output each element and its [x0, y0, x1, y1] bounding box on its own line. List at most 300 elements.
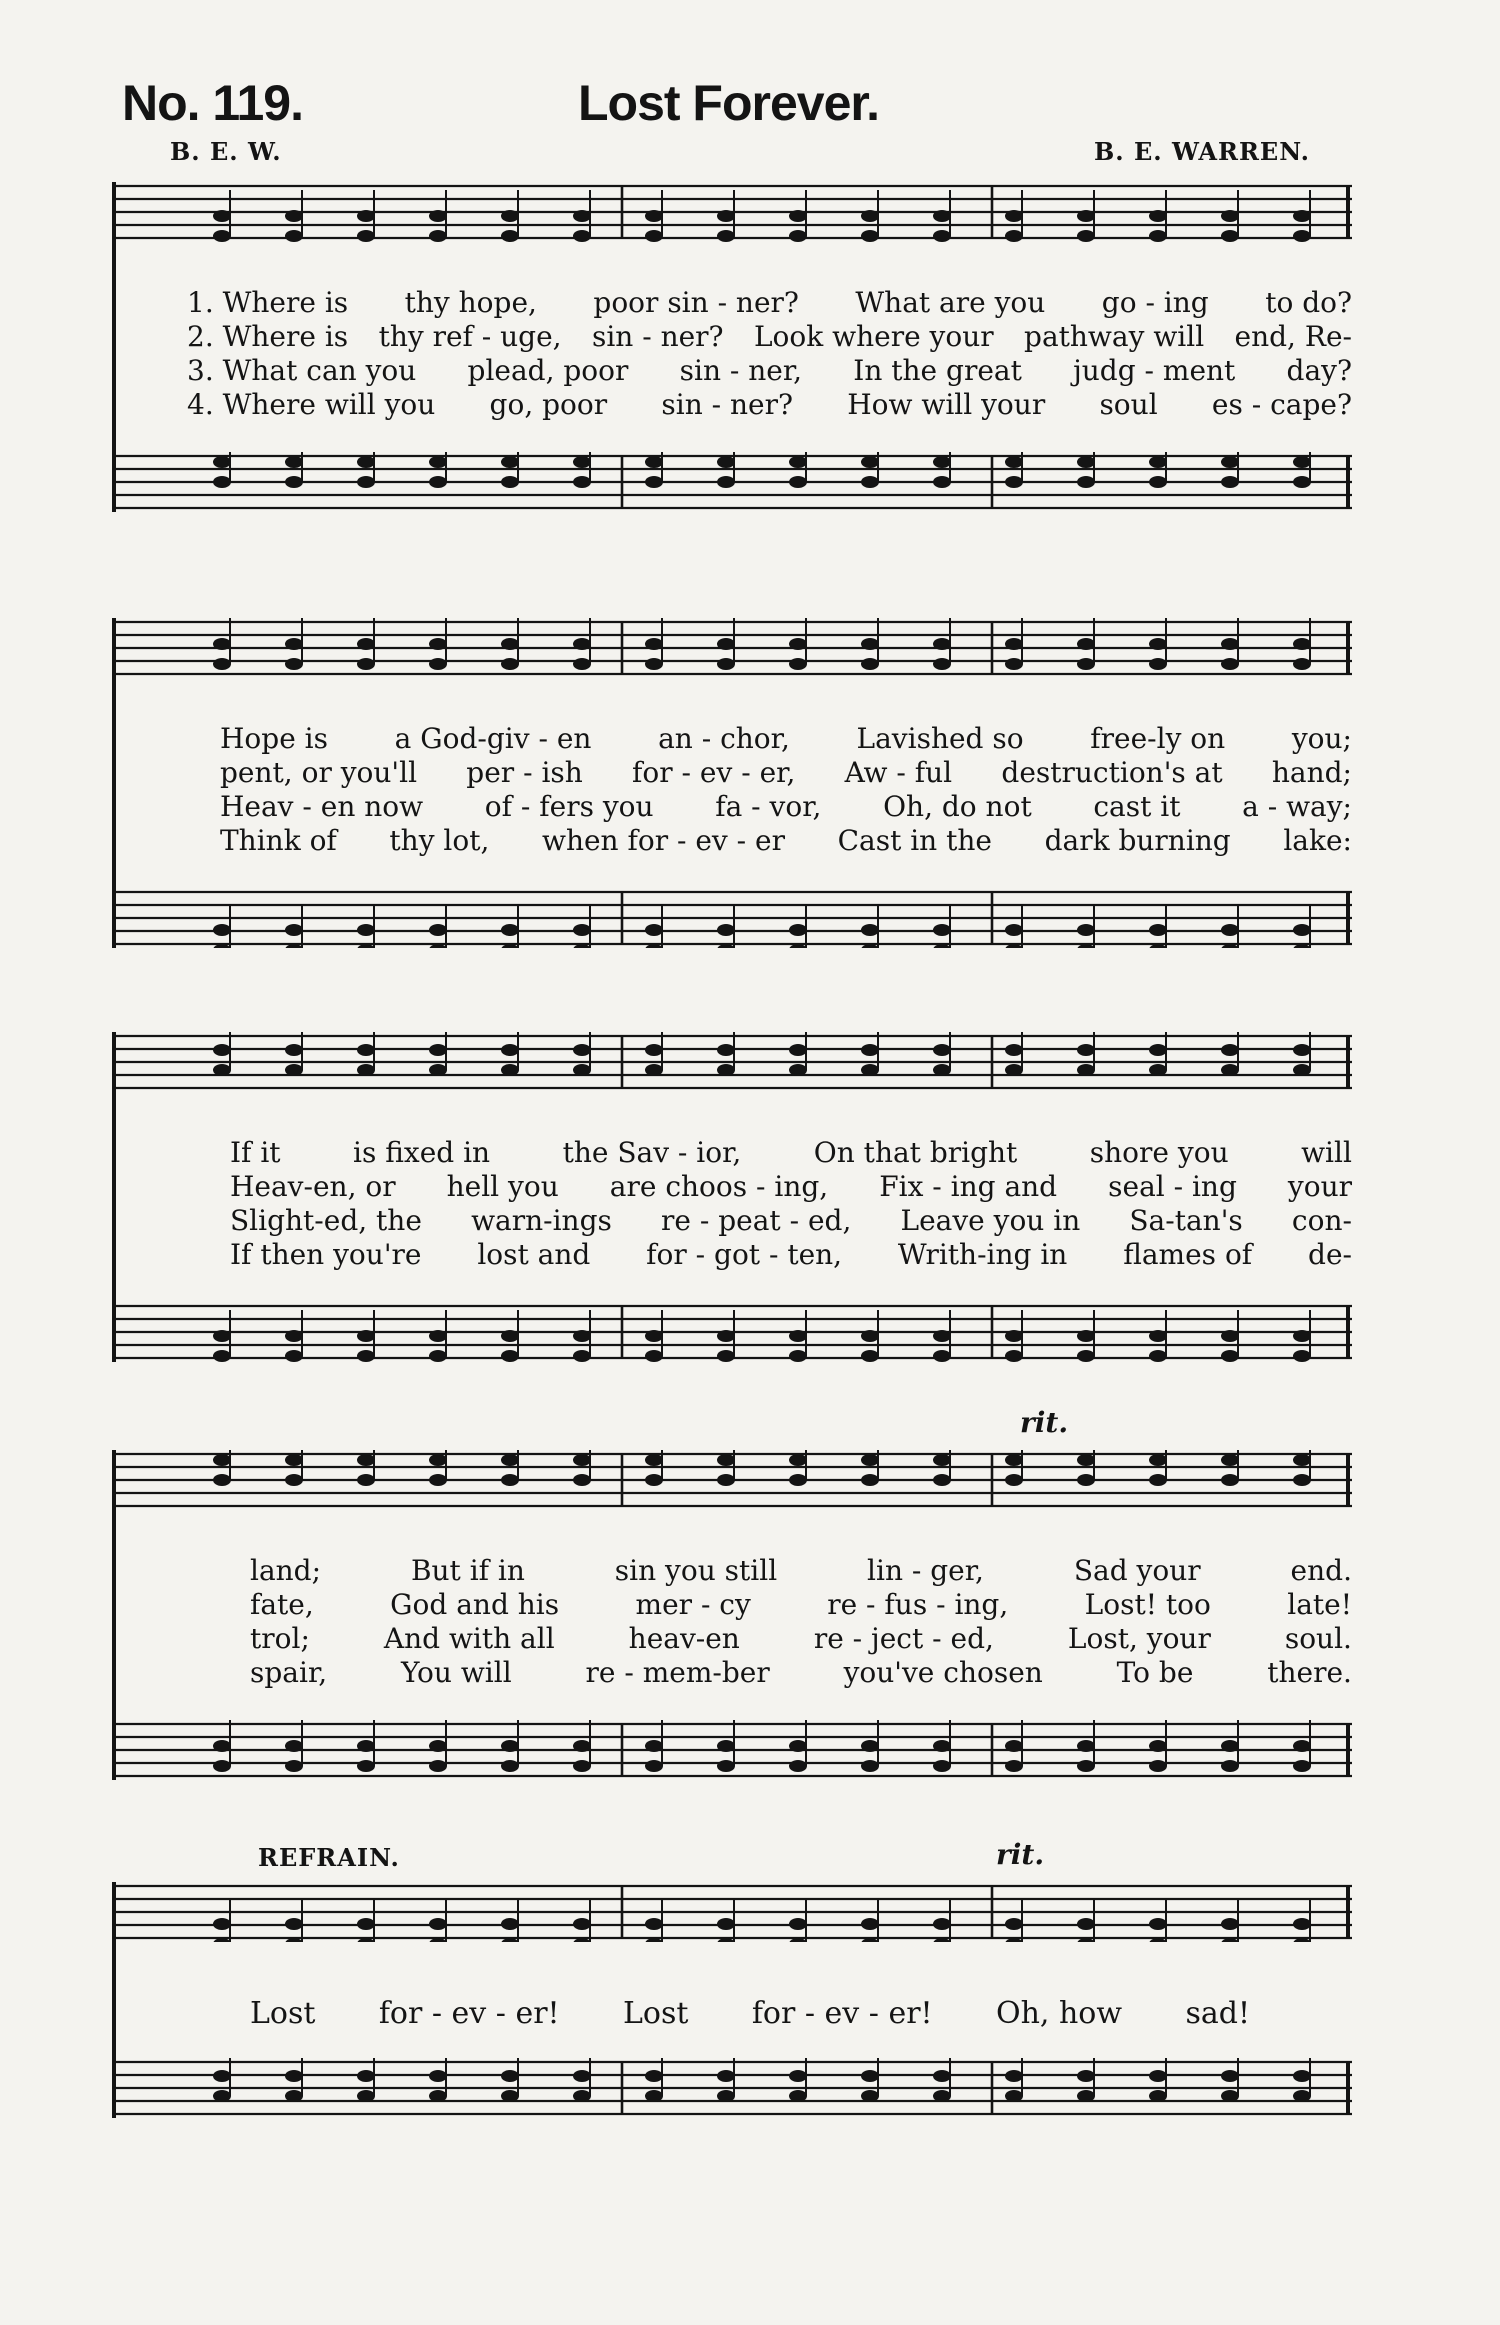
notehead [213, 1330, 231, 1342]
notehead [1293, 1760, 1311, 1772]
notehead [861, 658, 879, 670]
lyric-line-verse-4: spair, You will re - mem-ber you've chosen To be there. [250, 1656, 1352, 1689]
notehead [1221, 1350, 1239, 1362]
notehead [357, 2090, 375, 2102]
notehead [1293, 924, 1311, 936]
notehead [285, 1350, 303, 1362]
notehead [357, 1350, 375, 1362]
notehead [1005, 2070, 1023, 2082]
notehead [1293, 1064, 1311, 1076]
notehead [717, 1350, 735, 1362]
treble-staff [112, 1450, 1352, 1510]
notehead [501, 210, 519, 222]
notehead [573, 1918, 591, 1930]
notehead [573, 1740, 591, 1752]
notehead [861, 1740, 879, 1752]
notehead [213, 1454, 231, 1466]
notehead [285, 476, 303, 488]
notehead [429, 1350, 447, 1362]
notehead [1005, 456, 1023, 468]
music-system-1 [112, 182, 1352, 522]
notehead [717, 658, 735, 670]
notehead [933, 924, 951, 936]
notehead [357, 1918, 375, 1930]
notehead [573, 1350, 591, 1362]
notehead [213, 1918, 231, 1930]
notehead [429, 1044, 447, 1056]
notehead [573, 924, 591, 936]
notehead [1005, 230, 1023, 242]
notehead [213, 1740, 231, 1752]
notehead [1077, 1044, 1095, 1056]
notehead [933, 1760, 951, 1772]
notehead [285, 1740, 303, 1752]
notehead [213, 2070, 231, 2082]
notehead [861, 476, 879, 488]
notehead [1149, 924, 1167, 936]
notehead [1005, 638, 1023, 650]
notehead [1221, 230, 1239, 242]
notehead [861, 1350, 879, 1362]
notehead [1149, 456, 1167, 468]
notehead [861, 1044, 879, 1056]
notehead [573, 2070, 591, 2082]
notehead [1293, 1918, 1311, 1930]
notehead [645, 1454, 663, 1466]
notehead [1005, 1044, 1023, 1056]
notehead [1293, 210, 1311, 222]
notehead [933, 1454, 951, 1466]
bass-staff [112, 1302, 1352, 1362]
notehead [789, 456, 807, 468]
notehead [1005, 1918, 1023, 1930]
notehead [357, 1740, 375, 1752]
notehead [789, 924, 807, 936]
notehead [789, 1740, 807, 1752]
notehead [357, 2070, 375, 2082]
notehead [501, 1740, 519, 1752]
notehead [573, 658, 591, 670]
notehead [1149, 1330, 1167, 1342]
notehead [357, 1760, 375, 1772]
notehead [573, 210, 591, 222]
bass-staff [112, 452, 1352, 512]
notehead [861, 230, 879, 242]
notehead [1221, 1330, 1239, 1342]
treble-staff [112, 1032, 1352, 1092]
notehead [861, 1454, 879, 1466]
notehead [357, 476, 375, 488]
notehead [213, 638, 231, 650]
notehead [501, 658, 519, 670]
notehead [501, 1474, 519, 1486]
notehead [285, 2090, 303, 2102]
notehead [573, 1760, 591, 1772]
notehead [501, 638, 519, 650]
treble-staff [112, 1882, 1352, 1942]
notehead [933, 658, 951, 670]
notehead [1077, 1474, 1095, 1486]
notehead [717, 456, 735, 468]
notehead [1149, 1064, 1167, 1076]
notehead [1077, 1740, 1095, 1752]
notehead [213, 924, 231, 936]
music-system-2 [112, 618, 1352, 958]
notehead [1005, 1740, 1023, 1752]
notehead [933, 2070, 951, 2082]
notehead [573, 456, 591, 468]
notehead [645, 1474, 663, 1486]
bass-staff [112, 2058, 1352, 2118]
notehead [1149, 230, 1167, 242]
notehead [501, 2090, 519, 2102]
lyric-line-verse-4: 4. Where will you go, poor sin - ner? How will your soul es - cape? [187, 388, 1352, 421]
notehead [933, 1918, 951, 1930]
notehead [1221, 456, 1239, 468]
notehead [933, 456, 951, 468]
notehead [573, 230, 591, 242]
notehead [501, 1064, 519, 1076]
notehead [501, 230, 519, 242]
refrain-lyric-line: Lost for - ev - er! Lost for - ev - er! Oh, how sad! [250, 1996, 1250, 2031]
notehead [717, 1740, 735, 1752]
notehead [861, 1760, 879, 1772]
notehead [717, 230, 735, 242]
lyric-line-verse-2: Heav-en, or hell you are choos - ing, Fix - ing and seal - ing your [230, 1170, 1352, 1203]
notehead [1221, 1740, 1239, 1752]
notehead [717, 2090, 735, 2102]
notehead [357, 658, 375, 670]
notehead [573, 476, 591, 488]
notehead [789, 2090, 807, 2102]
notehead [429, 924, 447, 936]
notehead [1005, 658, 1023, 670]
lyric-line-verse-2: pent, or you'll per - ish for - ev - er, Aw - ful destruction's at hand; [220, 756, 1352, 789]
notehead [501, 1350, 519, 1362]
lyric-line-verse-3: Slight-ed, the warn-ings re - peat - ed, Leave you in Sa-tan's con- [230, 1204, 1352, 1237]
notehead [861, 210, 879, 222]
notehead [1077, 476, 1095, 488]
notehead [285, 230, 303, 242]
notehead [1293, 658, 1311, 670]
lyric-line-verse-3: trol; And with all heav-en re - ject - ed, Lost, your soul. [250, 1622, 1352, 1655]
notehead [1221, 210, 1239, 222]
lyric-line-verse-1: If it is fixed in the Sav - ior, On that bright shore you will [230, 1136, 1352, 1169]
notehead [645, 210, 663, 222]
notehead [1077, 1064, 1095, 1076]
notehead [573, 1064, 591, 1076]
notehead [645, 1330, 663, 1342]
notehead [573, 1454, 591, 1466]
notehead [285, 1044, 303, 1056]
notehead [933, 638, 951, 650]
notehead [429, 658, 447, 670]
hymn-number: No. 119. [122, 75, 303, 131]
notehead [357, 230, 375, 242]
notehead [717, 1454, 735, 1466]
notehead [357, 638, 375, 650]
notehead [429, 456, 447, 468]
notehead [1077, 2090, 1095, 2102]
notehead [861, 456, 879, 468]
notehead [1077, 1350, 1095, 1362]
notehead [285, 1330, 303, 1342]
notehead [285, 1454, 303, 1466]
notehead [933, 210, 951, 222]
notehead [789, 658, 807, 670]
notehead [213, 658, 231, 670]
notehead [861, 1474, 879, 1486]
notehead [1149, 210, 1167, 222]
notehead [573, 1474, 591, 1486]
notehead [861, 2090, 879, 2102]
notehead [1005, 1474, 1023, 1486]
lyric-line-verse-2: fate, God and his mer - cy re - fus - ing, Lost! too late! [250, 1588, 1352, 1621]
notehead [1005, 210, 1023, 222]
notehead [1221, 658, 1239, 670]
notehead [429, 230, 447, 242]
notehead [1293, 638, 1311, 650]
notehead [429, 1760, 447, 1772]
notehead [501, 924, 519, 936]
notehead [429, 638, 447, 650]
notehead [1293, 1740, 1311, 1752]
lyric-line-verse-1: land; But if in sin you still lin - ger, Sad your end. [250, 1554, 1352, 1587]
notehead [573, 1044, 591, 1056]
notehead [1149, 2070, 1167, 2082]
notehead [501, 456, 519, 468]
notehead [645, 2070, 663, 2082]
notehead [717, 1918, 735, 1930]
notehead [861, 638, 879, 650]
notehead [861, 924, 879, 936]
notehead [789, 210, 807, 222]
notehead [645, 1044, 663, 1056]
notehead [429, 1064, 447, 1076]
lyric-line-verse-4: Think of thy lot, when for - ev - er Cast in the dark burning lake: [220, 824, 1352, 857]
notehead [357, 456, 375, 468]
notehead [429, 476, 447, 488]
notehead [1293, 2070, 1311, 2082]
notehead [1005, 2090, 1023, 2102]
notehead [1221, 1044, 1239, 1056]
notehead [1149, 658, 1167, 670]
notehead [285, 638, 303, 650]
notehead [1077, 210, 1095, 222]
music-system-3 [112, 1032, 1352, 1372]
notehead [1149, 1918, 1167, 1930]
notehead [645, 1740, 663, 1752]
notehead [645, 1064, 663, 1076]
refrain-label: REFRAIN. [258, 1843, 400, 1872]
notehead [645, 476, 663, 488]
notehead [933, 1740, 951, 1752]
notehead [429, 1454, 447, 1466]
notehead [285, 924, 303, 936]
words-credit: B. E. W. [170, 137, 282, 166]
notehead [1293, 456, 1311, 468]
notehead [1221, 638, 1239, 650]
notehead [933, 1350, 951, 1362]
notehead [1221, 476, 1239, 488]
bass-staff [112, 1720, 1352, 1780]
notehead [1077, 638, 1095, 650]
notehead [1293, 476, 1311, 488]
notehead [1149, 1044, 1167, 1056]
notehead [789, 1760, 807, 1772]
notehead [1293, 2090, 1311, 2102]
notehead [789, 1044, 807, 1056]
ritardando-marking: rit. [996, 1838, 1045, 1871]
notehead [501, 1918, 519, 1930]
notehead [645, 1760, 663, 1772]
notehead [501, 1454, 519, 1466]
notehead [1149, 1474, 1167, 1486]
notehead [429, 1918, 447, 1930]
notehead [645, 2090, 663, 2102]
notehead [213, 476, 231, 488]
notehead [1149, 2090, 1167, 2102]
notehead [213, 1064, 231, 1076]
lyric-line-verse-1: Hope is a God-giv - en an - chor, Lavished so free-ly on you; [220, 722, 1352, 755]
notehead [717, 924, 735, 936]
notehead [789, 1064, 807, 1076]
notehead [357, 210, 375, 222]
notehead [645, 1350, 663, 1362]
notehead [1221, 1760, 1239, 1772]
notehead [1005, 1350, 1023, 1362]
notehead [1221, 924, 1239, 936]
notehead [1221, 1064, 1239, 1076]
notehead [1077, 1454, 1095, 1466]
notehead [861, 1918, 879, 1930]
notehead [645, 456, 663, 468]
notehead [789, 1474, 807, 1486]
notehead [213, 2090, 231, 2102]
notehead [1149, 1350, 1167, 1362]
notehead [933, 1064, 951, 1076]
notehead [1293, 1330, 1311, 1342]
music-credit: B. E. WARREN. [1094, 137, 1310, 166]
notehead [1077, 2070, 1095, 2082]
notehead [1293, 1350, 1311, 1362]
treble-staff [112, 182, 1352, 242]
notehead [1077, 1918, 1095, 1930]
lyric-line-verse-2: 2. Where is thy ref - uge, sin - ner? Look where your pathway will end, Re- [187, 320, 1352, 353]
notehead [1221, 1474, 1239, 1486]
notehead [1005, 1760, 1023, 1772]
notehead [933, 476, 951, 488]
notehead [789, 476, 807, 488]
notehead [1077, 924, 1095, 936]
lyric-line-verse-3: 3. What can you plead, poor sin - ner, In the great judg - ment day? [187, 354, 1352, 387]
notehead [573, 1330, 591, 1342]
notehead [933, 230, 951, 242]
notehead [1293, 1044, 1311, 1056]
notehead [789, 230, 807, 242]
notehead [717, 210, 735, 222]
notehead [1221, 2070, 1239, 2082]
notehead [213, 456, 231, 468]
notehead [501, 1760, 519, 1772]
notehead [717, 476, 735, 488]
notehead [1077, 658, 1095, 670]
notehead [1221, 2090, 1239, 2102]
notehead [861, 1330, 879, 1342]
notehead [573, 2090, 591, 2102]
notehead [501, 1044, 519, 1056]
notehead [357, 1330, 375, 1342]
notehead [1293, 230, 1311, 242]
notehead [429, 1474, 447, 1486]
notehead [213, 210, 231, 222]
notehead [645, 658, 663, 670]
music-system-4 [112, 1450, 1352, 1790]
notehead [501, 1330, 519, 1342]
notehead [1149, 638, 1167, 650]
notehead [357, 1454, 375, 1466]
notehead [285, 210, 303, 222]
notehead [1005, 476, 1023, 488]
notehead [789, 1454, 807, 1466]
notehead [1005, 924, 1023, 936]
lyric-line-verse-1: 1. Where is thy hope, poor sin - ner? What are you go - ing to do? [187, 286, 1352, 319]
notehead [1077, 1760, 1095, 1772]
notehead [285, 1474, 303, 1486]
notehead [213, 1044, 231, 1056]
notehead [501, 2070, 519, 2082]
notehead [645, 1918, 663, 1930]
lyric-line-verse-3: Heav - en now of - fers you fa - vor, Oh, do not cast it a - way; [220, 790, 1352, 823]
notehead [501, 476, 519, 488]
notehead [861, 2070, 879, 2082]
notehead [1293, 1474, 1311, 1486]
notehead [1077, 456, 1095, 468]
notehead [1149, 1740, 1167, 1752]
notehead [213, 1350, 231, 1362]
notehead [285, 1918, 303, 1930]
notehead [429, 1740, 447, 1752]
notehead [285, 1064, 303, 1076]
notehead [213, 1760, 231, 1772]
notehead [645, 230, 663, 242]
notehead [429, 1330, 447, 1342]
notehead [213, 230, 231, 242]
notehead [429, 210, 447, 222]
ritardando-marking: rit. [1020, 1406, 1069, 1439]
notehead [429, 2070, 447, 2082]
notehead [789, 1350, 807, 1362]
notehead [717, 1330, 735, 1342]
notehead [1149, 476, 1167, 488]
notehead [717, 638, 735, 650]
notehead [1221, 1918, 1239, 1930]
notehead [285, 658, 303, 670]
notehead [1005, 1064, 1023, 1076]
notehead [717, 1474, 735, 1486]
notehead [285, 456, 303, 468]
notehead [1005, 1454, 1023, 1466]
notehead [1293, 1454, 1311, 1466]
notehead [429, 2090, 447, 2102]
notehead [357, 924, 375, 936]
notehead [933, 1474, 951, 1486]
notehead [717, 1760, 735, 1772]
hymn-title: Lost Forever. [578, 75, 879, 131]
notehead [213, 1474, 231, 1486]
lyric-line-verse-4: If then you're lost and for - got - ten, Writh-ing in flames of de- [230, 1238, 1352, 1271]
notehead [933, 1330, 951, 1342]
